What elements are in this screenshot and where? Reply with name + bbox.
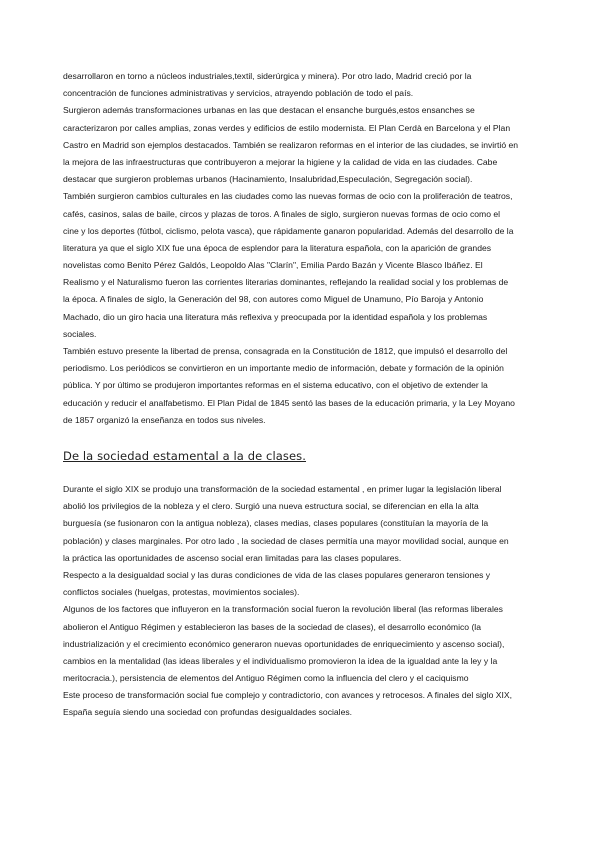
text-line: población) y clases marginales. Por otro lado , la sociedad de clases permitía una mayor movilidad social, aunque en <box>63 535 509 546</box>
text-line: Machado, dio un giro hacia una literatura más reflexiva y preocupada por la identidad española y los problemas <box>63 311 488 322</box>
text-line: También surgieron cambios culturales en las ciudades como las nuevas formas de ocio con la proliferación de teatros, <box>63 191 513 202</box>
text-line: burguesía (se fusionaron con la antigua nobleza), clases medias, clases populares (constituían la mayoría de la <box>63 518 489 529</box>
text-line: Surgieron además transformaciones urbanas en las que destacan el ensanche burgués,estos ensanches se <box>63 105 475 116</box>
text-line: conflictos sociales (huelgas, protestas, movimientos sociales). <box>63 587 300 598</box>
text-line: meritocracia.), persistencia de elementos del Antiguo Régimen como la influencia del clero y el caciquismo <box>63 673 469 684</box>
text-line: Realismo y el Naturalismo fueron las corrientes literarias dominantes, reflejando la realidad social y los problemas de <box>63 277 509 288</box>
text-line: la época. A finales de siglo, la Generación del 98, con autores como Miguel de Unamuno, Pío Baroja y Antonio <box>63 294 484 305</box>
text-line: cambios en la mentalidad (las ideas liberales y el individualismo promovieron la idea de la igualdad ante la ley y la <box>63 655 498 666</box>
text-line: novelistas como Benito Pérez Galdós, Leopoldo Alas "Clarín", Emilia Pardo Bazán y Vicente Blasco Ibáñez. El <box>63 260 483 271</box>
text-line: España seguía siendo una sociedad con profundas desigualdades sociales. <box>63 707 353 718</box>
text-line: industrialización y el crecimiento económico generaron nuevas oportunidades de enriquecimiento y ascenso social), <box>63 638 505 649</box>
text-line: la mejora de las infraestructuras que contribuyeron a mejorar la higiene y la calidad de vida en las ciudades. Cabe <box>63 156 498 167</box>
text-line: la práctica las oportunidades de ascenso social eran limitadas para las clases populares. <box>63 552 402 563</box>
text-line: concentración de funciones administrativas y servicios, atrayendo población de todo el país. <box>63 88 414 99</box>
text-line: sociales. <box>63 328 97 339</box>
text-line: pública. Y por último se produjeron importantes reformas en el sistema educativo, con el objetivo de extender la <box>63 380 488 391</box>
text-line: de 1857 organizó la enseñanza en todos sus niveles. <box>63 414 266 425</box>
text-line: Durante el siglo XIX se produjo una transformación de la sociedad estamental , en primer lugar la legislación liberal <box>63 484 502 494</box>
text-line: abolió los privilegios de la nobleza y el clero. Surgió una nueva estructura social, se diferencian en ella la alta <box>63 501 479 512</box>
text-line: periodismo. Los periódicos se convirtieron en un importante medio de información, debate y formación de la opinión <box>63 363 504 374</box>
text-line: literatura ya que el siglo XIX fue una época de esplendor para la literatura española, con la aparición de grandes <box>63 242 492 253</box>
text-line: Respecto a la desigualdad social y las duras condiciones de vida de las clases populares generaron tensiones y <box>63 569 491 580</box>
paragraph-block-social-classes <box>63 481 545 722</box>
text-line: También estuvo presente la libertad de prensa, consagrada en la Constitución de 1812, que impulsó el desarrollo del <box>63 346 508 356</box>
text-line: Este proceso de transformación social fue complejo y contradictorio, con avances y retrocesos. A finales del siglo XIX, <box>63 690 513 701</box>
paragraph-block-urban-culture <box>63 68 545 429</box>
text-line: destacar que surgieron problemas urbanos (Hacinamiento, Insalubridad,Especulación, Segregación social). <box>63 174 473 185</box>
text-line: cafés, casinos, salas de baile, circos y plazas de toros. A finales de siglo, surgieron nuevas formas de ocio como el <box>63 208 501 219</box>
text-line: cine y los deportes (fútbol, ciclismo, pelota vasca), que rápidamente ganaron popularidad. Además del desarrollo de la <box>63 225 514 236</box>
text-line: Algunos de los factores que influyeron en la transformación social fueron la revolución liberal (las reformas liberales <box>63 604 503 615</box>
text-line: Castro en Madrid son ejemplos destacados. También se realizaron reformas en el interior de las ciudades, se invirtió en <box>63 139 519 150</box>
text-line: desarrollaron en torno a núcleos industriales,textil, siderúrgica y minera). Por otro lado, Madrid creció por la <box>63 71 472 81</box>
text-line: abolieron el Antiguo Régimen y establecieron las bases de la sociedad de clases), el desarrollo económico (la <box>63 621 481 632</box>
text-line: caracterizaron por calles amplias, zonas verdes y edificios de estilo modernista. El Plan Cerdà en Barcelona y el Plan <box>63 122 511 133</box>
section-heading: De la sociedad estamental a la de clases. <box>63 449 307 463</box>
text-line: educación y reducir el analfabetismo. El Plan Pidal de 1845 sentó las bases de la educación primaria, y la Ley Moyano <box>63 397 515 408</box>
